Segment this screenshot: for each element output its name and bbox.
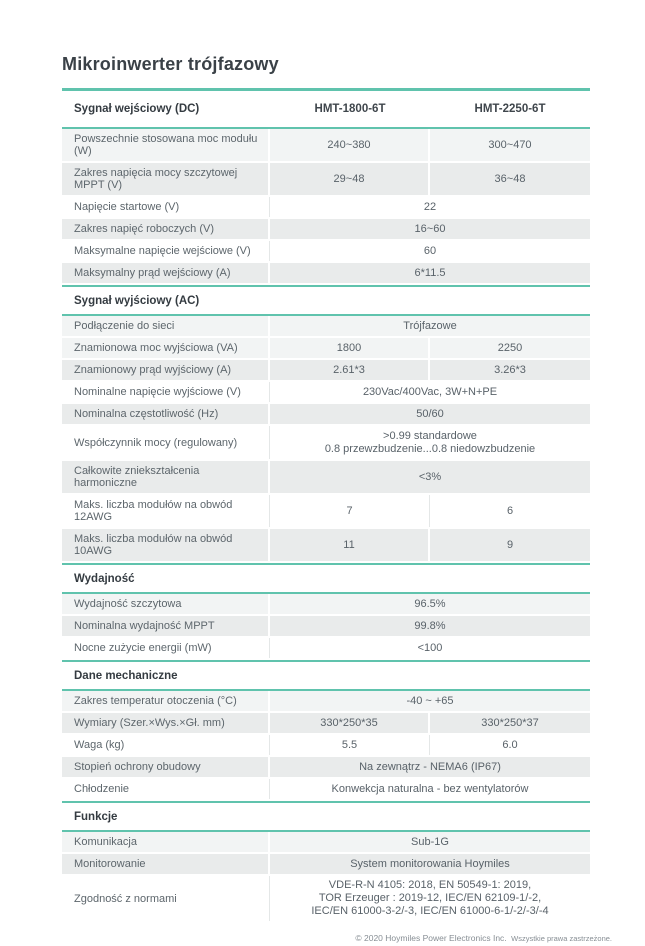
spec-table (62, 88, 590, 923)
spec-label: Nominalna częstotliwość (Hz) (62, 404, 270, 424)
copyright-text: © 2020 Hoymiles Power Electronics Inc. (355, 933, 507, 943)
spec-value-line: >0.99 standardowe (383, 429, 477, 442)
spec-value: 99.8% (414, 619, 446, 632)
spec-row (62, 163, 590, 197)
spec-row (62, 241, 590, 263)
spec-value-model1: 1800 (270, 338, 430, 358)
spec-value-model1: 5.5 (270, 735, 430, 755)
spec-row (62, 735, 590, 757)
spec-row (62, 382, 590, 404)
spec-value: <3% (418, 470, 442, 483)
spec-value: 16~60 (414, 222, 446, 235)
section-header-row (62, 801, 590, 832)
spec-value-model2: 6 (506, 505, 514, 517)
section-header-row (62, 660, 590, 691)
spec-value-line: TOR Erzeuger : 2019-12, IEC/EN 62109-1/-2, (318, 892, 542, 904)
spec-value-model2: 6.0 (502, 739, 518, 751)
spec-row (62, 197, 590, 219)
spec-label: Powszechnie stosowana moc modułu (W) (62, 129, 270, 161)
spec-label: Maks. liczba modułów na obwód 12AWG (62, 495, 270, 527)
model-column-header: HMT-1800-6T (314, 103, 386, 115)
spec-row (62, 713, 590, 735)
spec-value-line: VDE-R-N 4105: 2018, EN 50549-1: 2019, (328, 879, 532, 891)
spec-label: Chłodzenie (62, 779, 270, 799)
spec-value-model2: 3.26*3 (494, 364, 526, 376)
spec-value-model2: 2250 (497, 342, 523, 354)
spec-label: Nocne zużycie energii (mW) (62, 638, 270, 658)
model-column-header: HMT-2250-6T (474, 103, 546, 115)
spec-value-model2: 300~470 (488, 139, 532, 151)
spec-value: Sub-1G (411, 835, 449, 848)
page-title: Mikroinwerter trójfazowy (62, 54, 279, 74)
spec-row (62, 338, 590, 360)
spec-label: Zakres napięcia mocy szczytowej MPPT (V) (62, 163, 270, 195)
spec-label: Maks. liczba modułów na obwód 10AWG (62, 529, 270, 561)
spec-value: -40 ~ +65 (406, 694, 454, 707)
section-title: Sygnał wyjściowy (AC) (74, 294, 200, 307)
spec-row (62, 616, 590, 638)
spec-row (62, 461, 590, 495)
spec-label: Znamionowa moc wyjściowa (VA) (62, 338, 270, 358)
spec-row (62, 360, 590, 382)
spec-label: Maksymalne napięcie wejściowe (V) (62, 241, 270, 261)
spec-value: <100 (417, 641, 443, 654)
section-header-row (62, 563, 590, 594)
spec-label: Zakres napięć roboczych (V) (62, 219, 270, 239)
spec-label: Waga (kg) (62, 735, 270, 755)
spec-value-model2: 9 (506, 539, 514, 551)
spec-label: Zgodność z normami (62, 876, 270, 921)
spec-row (62, 854, 590, 876)
spec-value: 22 (423, 200, 437, 213)
spec-row (62, 219, 590, 241)
spec-label: Stopień ochrony obudowy (62, 757, 270, 777)
spec-value-model1: 7 (270, 495, 430, 527)
spec-label: Podłączenie do sieci (62, 316, 270, 336)
spec-row (62, 832, 590, 854)
spec-value-multiline (270, 426, 590, 459)
spec-value-model2: 330*250*37 (481, 717, 539, 729)
spec-value-line: IEC/EN 61000-3-2/-3, IEC/EN 61000-6-1/-2/-3/-4 (311, 905, 549, 917)
spec-label: Nominalne napięcie wyjściowe (V) (62, 382, 270, 402)
spec-value-multiline (270, 876, 590, 921)
spec-value-model1: 240~380 (270, 129, 430, 161)
spec-value-model1: 2.61*3 (270, 360, 430, 380)
spec-value: 60 (423, 244, 437, 257)
spec-value: Na zewnątrz - NEMA6 (IP67) (359, 760, 501, 773)
spec-row (62, 594, 590, 616)
page-footer (62, 928, 612, 946)
spec-label: Znamionowy prąd wyjściowy (A) (62, 360, 270, 380)
spec-row (62, 638, 590, 660)
spec-row (62, 757, 590, 779)
spec-row (62, 263, 590, 285)
spec-value-model1: 11 (270, 529, 430, 561)
spec-label: Komunikacja (62, 832, 270, 852)
spec-value-model1: 330*250*35 (270, 713, 430, 733)
spec-row (62, 426, 590, 461)
spec-row (62, 779, 590, 801)
spec-row (62, 529, 590, 563)
spec-value-model1: 29~48 (270, 163, 430, 195)
section-title: Wydajność (74, 572, 135, 585)
spec-row (62, 691, 590, 713)
spec-value: 230Vac/400Vac, 3W+N+PE (362, 385, 498, 398)
spec-value: 96.5% (414, 597, 446, 610)
spec-value: Konwekcja naturalna - bez wentylatorów (331, 782, 529, 795)
spec-label: Całkowite zniekształcenia harmoniczne (62, 461, 270, 493)
spec-row (62, 404, 590, 426)
spec-label: Wydajność szczytowa (62, 594, 270, 614)
section-header-row (62, 285, 590, 316)
spec-value-model2: 36~48 (494, 173, 526, 185)
spec-label: Monitorowanie (62, 854, 270, 874)
spec-label: Wymiary (Szer.×Wys.×Gł. mm) (62, 713, 270, 733)
section-header-row (62, 88, 590, 129)
section-title: Dane mechaniczne (74, 669, 178, 682)
spec-label: Maksymalny prąd wejściowy (A) (62, 263, 270, 283)
section-title: Sygnał wejściowy (DC) (74, 103, 200, 115)
spec-row (62, 129, 590, 163)
spec-row (62, 495, 590, 529)
spec-value: 6*11.5 (414, 266, 446, 279)
spec-value: 50/60 (416, 407, 444, 420)
section-title: Funkcje (74, 810, 118, 823)
spec-label: Współczynnik mocy (regulowany) (62, 426, 270, 459)
spec-row (62, 876, 590, 923)
spec-row (62, 316, 590, 338)
spec-value: Trójfazowe (403, 319, 457, 332)
spec-value: System monitorowania Hoymiles (350, 857, 510, 870)
spec-label: Nominalna wydajność MPPT (62, 616, 270, 636)
spec-value-line: 0.8 przewzbudzenie...0.8 niedowzbudzenie (324, 442, 536, 455)
spec-label: Zakres temperatur otoczenia (°C) (62, 691, 270, 711)
rights-reserved-text: Wszystkie prawa zastrzeżone. (511, 934, 612, 943)
spec-label: Napięcie startowe (V) (62, 197, 270, 217)
